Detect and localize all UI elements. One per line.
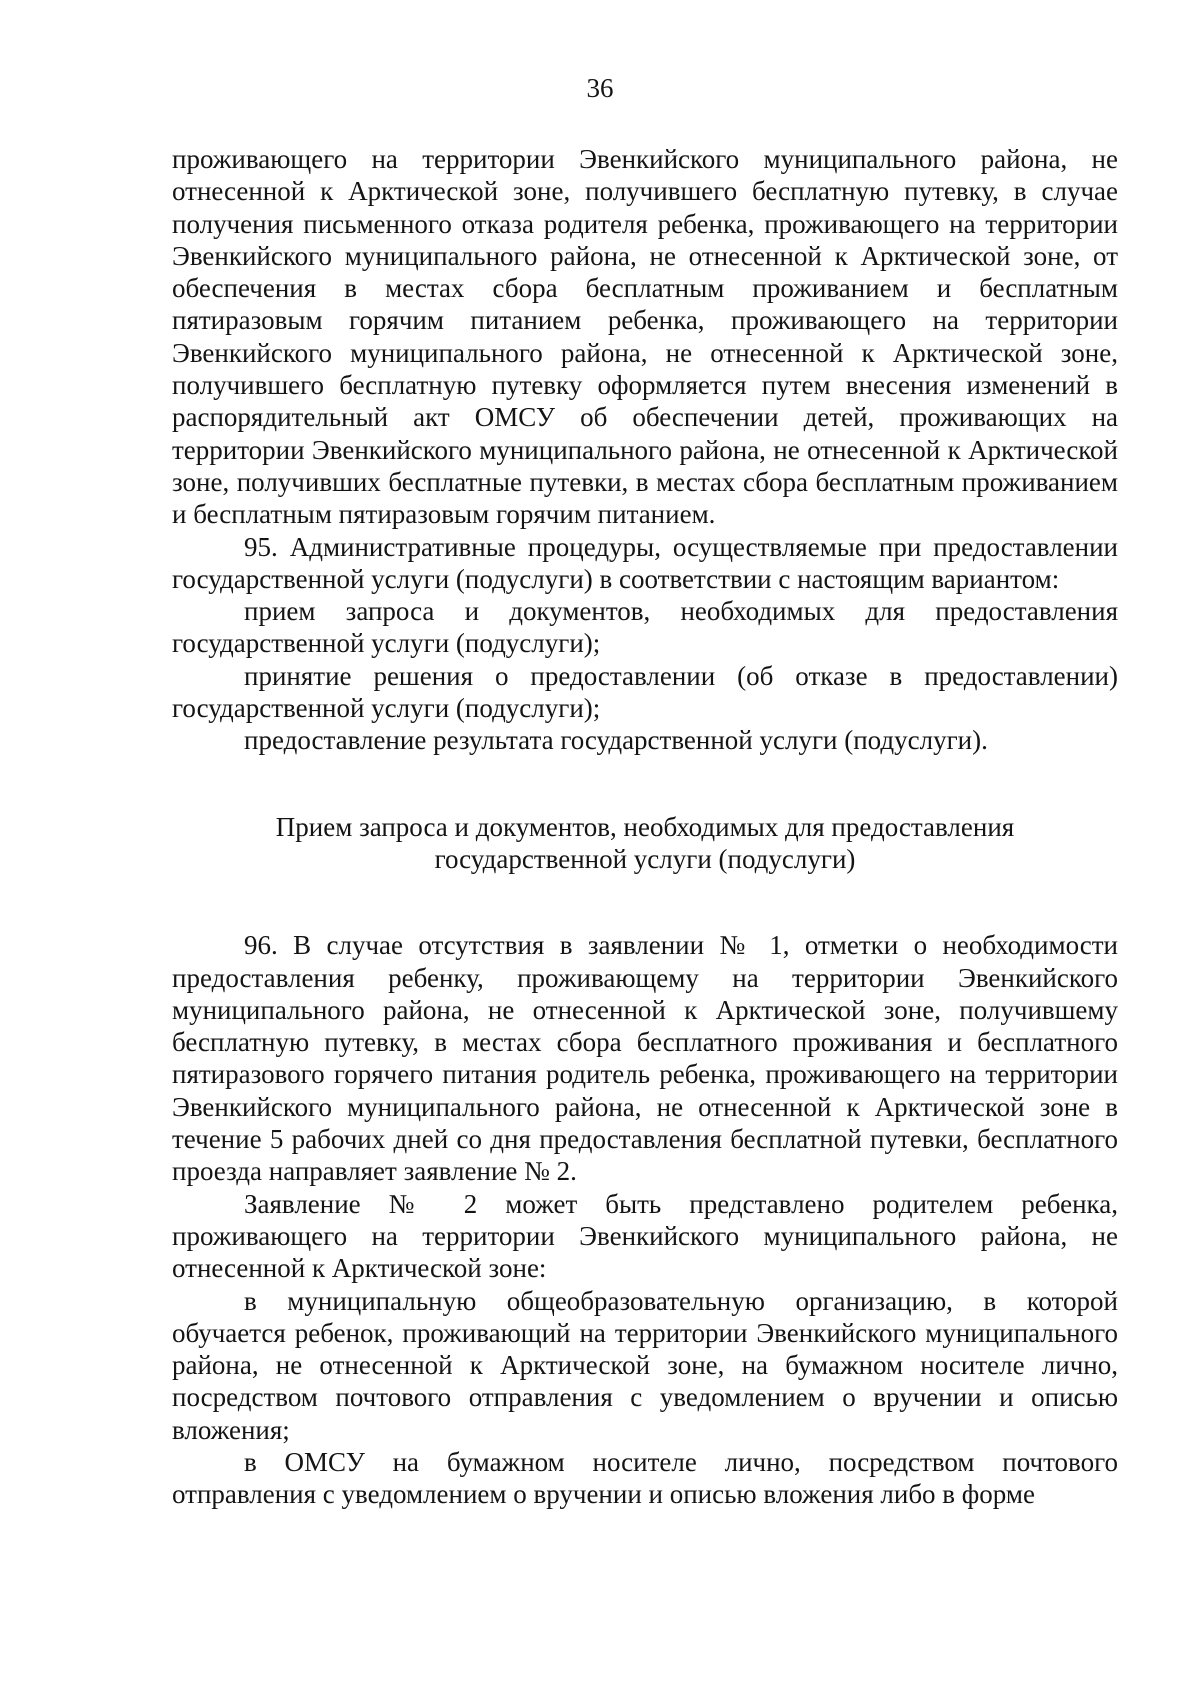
list-item-submission-omsu: в ОМСУ на бумажном носителе лично, посредством почтового отправления с уведомлением о вручении и описью вложения либо в форме [172,1446,1118,1510]
section-heading-line-2: государственной услуги (подуслуги) [434,843,856,874]
section-heading [172,811,1118,876]
paragraph-application-2: Заявление № 2 может быть представлено родителем ребенка, проживающего на территории Эвенкийского муниципального района, не отнесенной к Арктической зоне: [172,1188,1118,1284]
list-item-procedure-1: прием запроса и документов, необходимых для предоставления государственной услуги (подуслуги); [172,596,1118,659]
paragraph-96: 96. В случае отсутствия в заявлении № 1, отметки о необходимости предоставления ребенку, проживающему на территории Эвенкийского муниципального района, не отнесенной к Арктической зоне, получившему бесплатную путевку, в местах сбора бесплатного проживания и бесплатного пятиразового горячего питания родитель ребенка, проживающего на территории Эвенкийского муниципального района, не отнесенной к Арктической зоне в течение 5 рабочих дней со дня предоставления бесплатной путевки, бесплатного проезда направляет заявление № 2. [172,930,1118,1187]
list-item-procedure-2: принятие решения о предоставлении (об отказе в предоставлении) государственной услуги (подуслуги); [172,660,1118,724]
page-number: 36 [586,73,614,103]
section-heading-line-1: Прием запроса и документов, необходимых для предоставления [275,811,1015,842]
list-item-procedure-3: предоставление результата государственной услуги (подуслуги). [244,725,988,756]
document-body [172,143,1118,1511]
paragraph-95: 95. Административные процедуры, осуществляемые при предоставлении государственной услуги (подуслуги) в соответствии с настоящим вариантом: [172,531,1118,594]
paragraph-continuation: проживающего на территории Эвенкийского муниципального района, не отнесенной к Арктической зоне, получившего бесплатную путевку, в случае получения письменного отказа родителя ребенка, проживающего на территории Эвенкийского муниципального района, не отнесенной к Арктической зоне, от обеспечения в местах сбора бесплатным проживанием и бесплатным пятиразовым горячим питанием ребенка, проживающего на территории Эвенкийского муниципального района, не отнесенной к Арктической зоне, получившего бесплатную путевку оформляется путем внесения изменений в распорядительный акт ОМСУ об обеспечении детей, проживающих на территории Эвенкийского муниципального района, не отнесенной к Арктической зоне, получивших бесплатные путевки, в местах сбора бесплатным проживанием и бесплатным пятиразовым горячим питанием. [172,144,1118,530]
list-item-submission-school: в муниципальную общеобразовательную организацию, в которой обучается ребенок, проживающий на территории Эвенкийского муниципального района, не отнесенной к Арктической зоне, на бумажном носителе лично, посредством почтового отправления с уведомлением о вручении и описью вложения; [172,1285,1118,1445]
